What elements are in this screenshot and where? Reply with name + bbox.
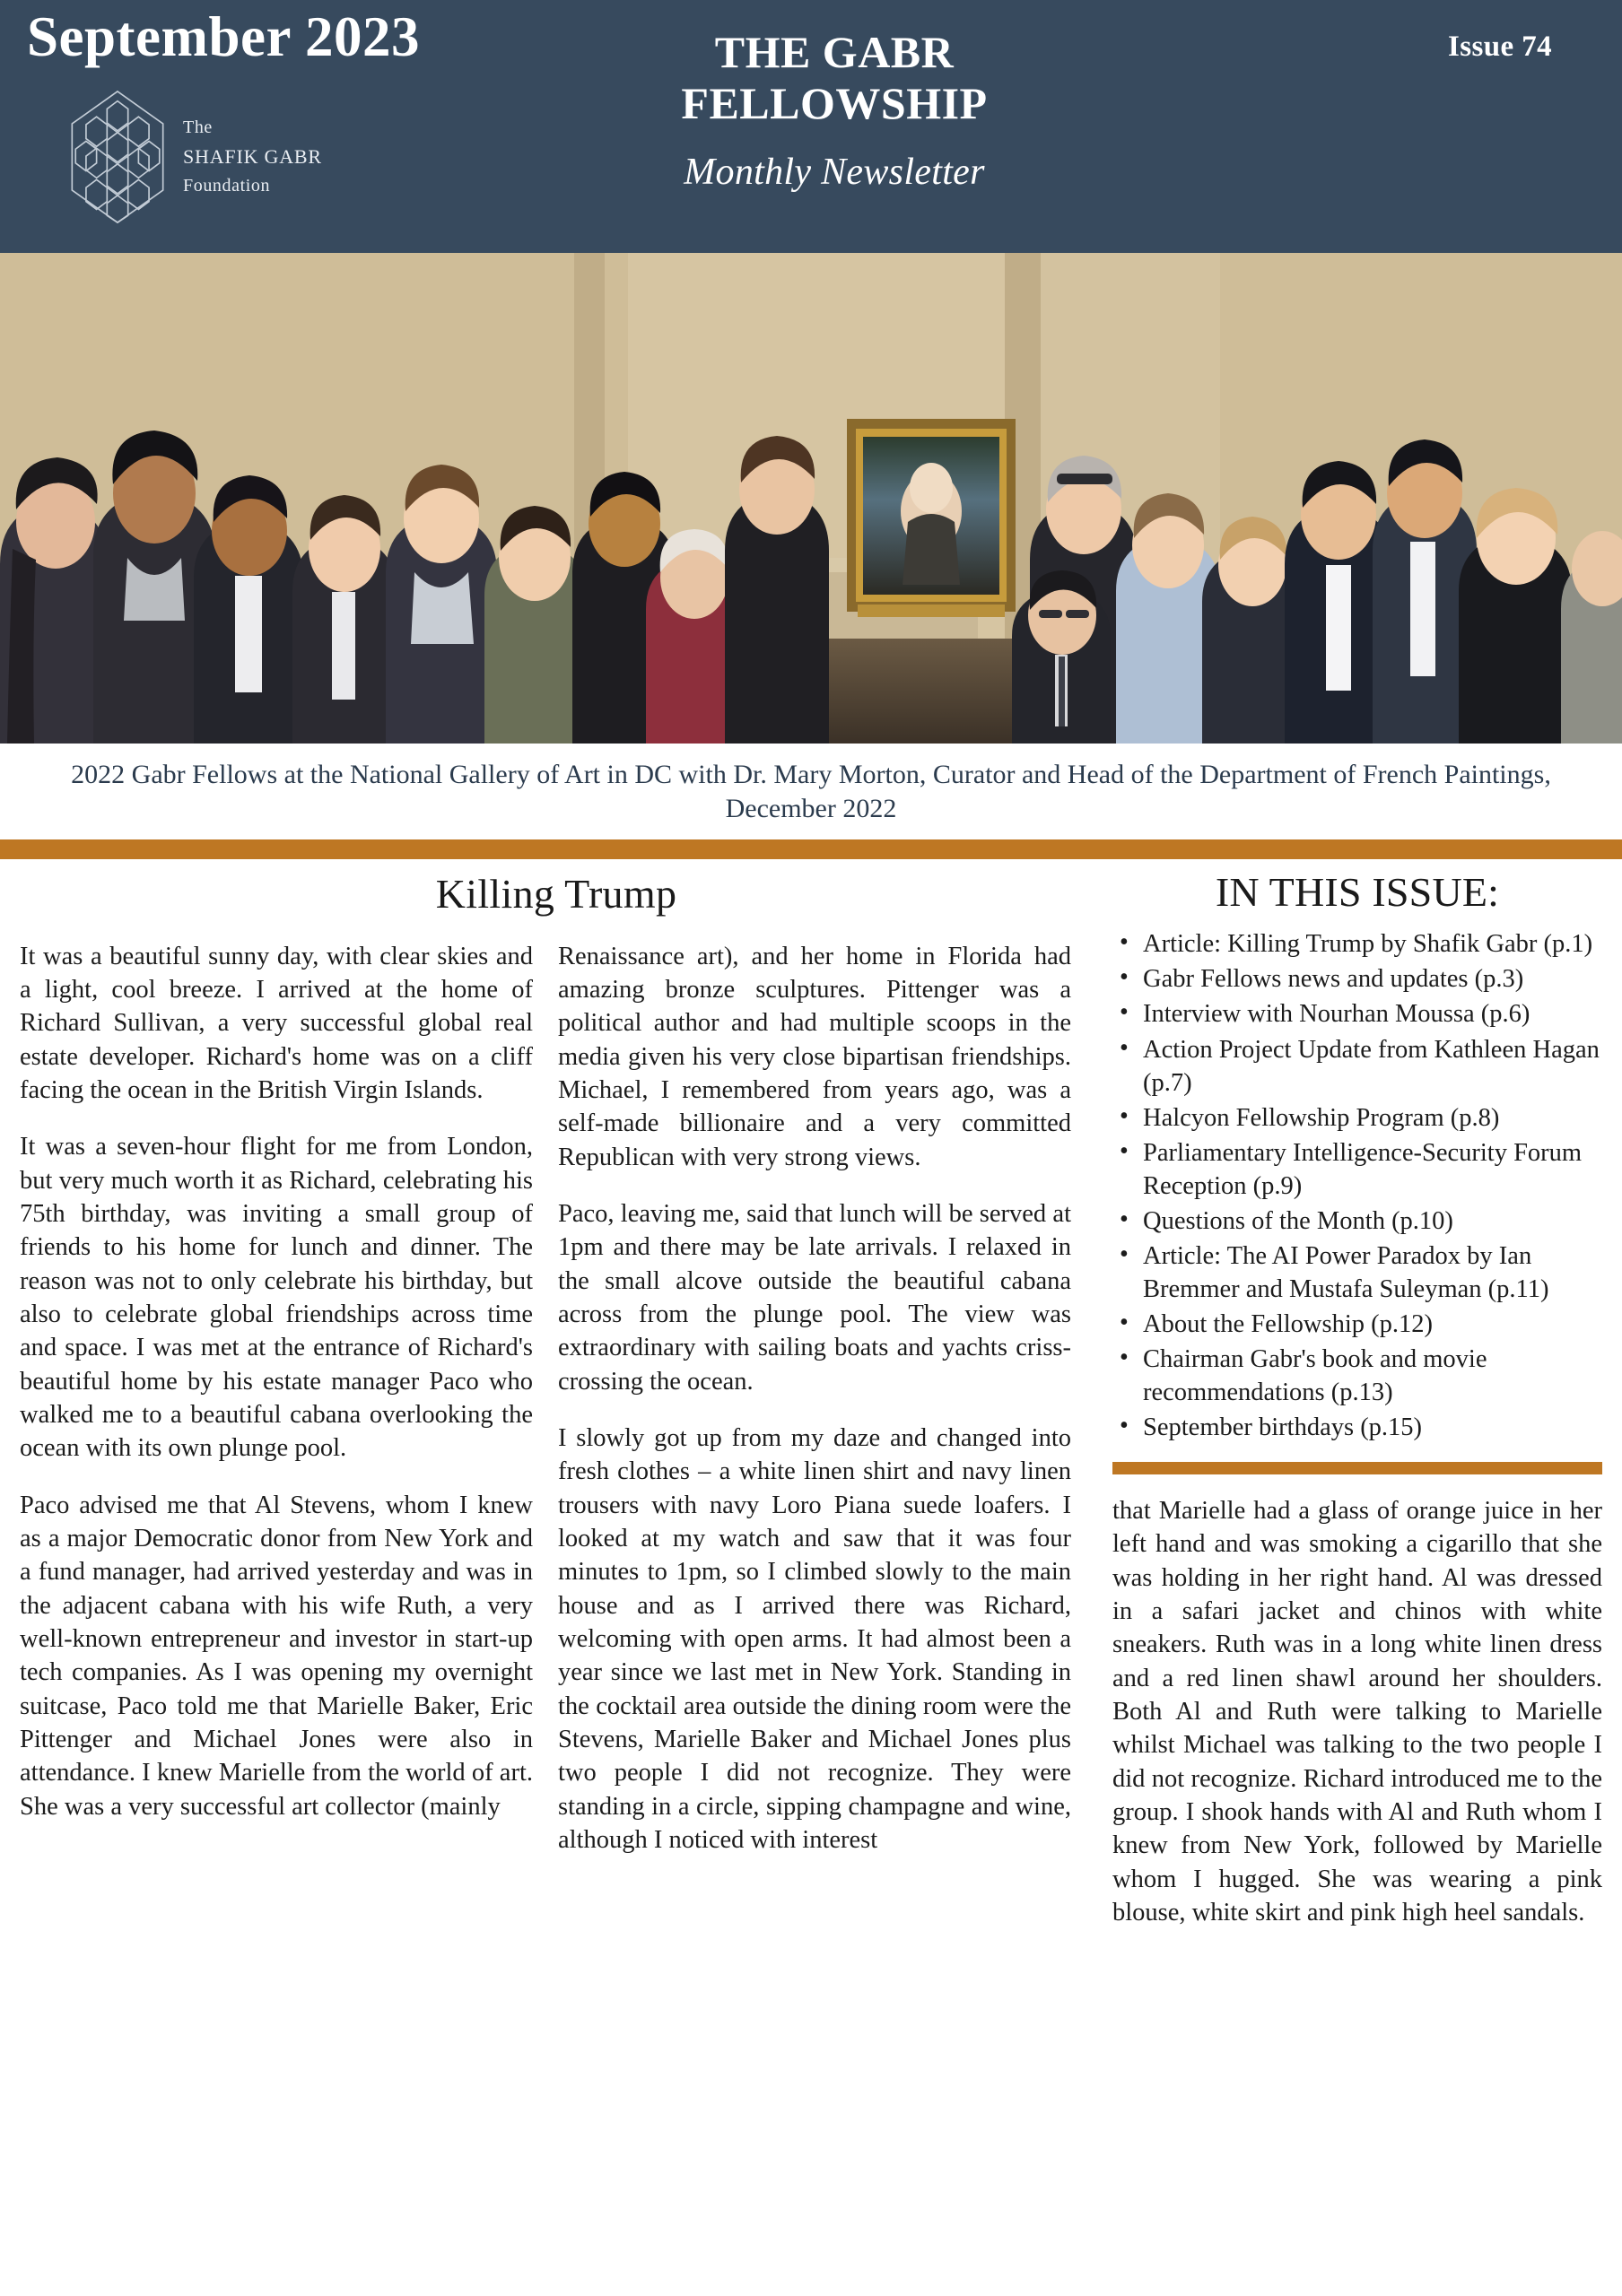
article-column-2 <box>558 870 1096 1930</box>
masthead-subtitle: Monthly Newsletter <box>684 152 985 193</box>
in-this-issue-list <box>1112 927 1602 1444</box>
article-paragraph: It was a beautiful sunny day, with clear skies and a light, cool breeze. I arrived at the home of Richard Sullivan, a very successful global real estate developer. Richard's home was on a cliff facing the ocean in the British Virgin Islands. <box>20 942 533 1105</box>
hexagon-lattice-logo-icon <box>65 89 170 225</box>
masthead-title-line1: THE GABR <box>714 27 955 77</box>
toc-item[interactable]: • September birthdays (p.15) <box>1112 1411 1602 1444</box>
issue-number: Issue 74 <box>1448 30 1552 63</box>
toc-item[interactable]: • Halcyon Fellowship Program (p.8) <box>1112 1101 1602 1135</box>
article-headline-row <box>20 870 1093 918</box>
logo-line-foundation: Foundation <box>183 176 271 196</box>
sidebar-column <box>1096 870 1602 1930</box>
logo-line-name: SHAFIK GABR <box>183 144 322 168</box>
foundation-logo <box>65 85 388 229</box>
article-column-1 <box>20 870 558 1930</box>
accent-divider-top <box>0 839 1622 859</box>
logo-line-the: The <box>183 117 213 137</box>
article-paragraph: Paco, leaving me, said that lunch will be served at 1pm and there may be late arrivals. I relaxed in the small alcove outside the beautiful cabana across from the plunge pool. The view was extraordinary with sailing boats and yachts criss-crossing the ocean. <box>558 1200 1071 1396</box>
toc-item[interactable]: • Chairman Gabr's book and movie recommendations (p.13) <box>1112 1343 1602 1409</box>
group-photo-illustration <box>0 253 1622 744</box>
article-paragraph: I slowly got up from my daze and changed into fresh clothes – a white linen shirt and navy linen trousers with navy Loro Piana suede loafers. I looked at my watch and saw that it was four minutes to 1pm, so I climbed slowly to the main house and as I arrived there was Richard, welcoming with open arms. It had almost been a year since we last met in New York. Standing in the cocktail area outside the dining room were the Stevens, Marielle Baker and Michael Jones plus two people I did not recognize. They were standing in a circle, sipping champagne and wine, although I noticed with interest <box>558 1424 1071 1854</box>
toc-item[interactable]: • Questions of the Month (p.10) <box>1112 1205 1602 1238</box>
accent-divider-sidebar <box>1112 1462 1602 1474</box>
article-paragraph: that Marielle had a glass of orange juice in her left hand and was smoking a cigarillo that she was holding in her right hand. Al was dressed in a safari jacket and chinos with white sneakers. Ruth was in a long white linen dress and a red linen shawl around her shoulders. Both Al and Ruth were talking to Marielle whilst Michael was talking to the two people I did not recognize. Richard introduced me to the group. I shook hands with Al and Ruth whom I knew from New York, followed by Marielle whom I hugged. She was wearing a pink blouse, white skirt and pink high heel sandals. <box>1112 1497 1602 1927</box>
photo-caption: 2022 Gabr Fellows at the National Gallery of Art in DC with Dr. Mary Morton, Curator and Head of the Department of French Paintings, December 2022 <box>0 744 1622 839</box>
toc-item[interactable]: • Action Project Update from Kathleen Hagan (p.7) <box>1112 1033 1602 1100</box>
article-paragraph: It was a seven-hour flight for me from London, but very much worth it as Richard, celebrating his 75th birthday, was inviting a small group of friends to his home for lunch and dinner. The reason was not to only celebrate his birthday, but also to celebrate global friendships across time and space. I was met at the entrance of Richard's beautiful home by his estate manager Paco who walked me to a beautiful cabana overlooking the ocean with its own plunge pool. <box>20 1133 533 1463</box>
masthead-title-line2: FELLOWSHIP <box>681 78 988 128</box>
article-paragraph: Paco advised me that Al Stevens, whom I knew as a major Democratic donor from New York and a fund manager, had arrived yesterday and was in the adjacent cabana with his wife Ruth, a very well-known entrepreneur and investor in start-up tech companies. As I was opening my overnight suitcase, Paco told me that Marielle Baker, Eric Pittenger and Michael Jones were also in attendance. I knew Marielle from the world of art. She was a very successful art collector (mainly <box>20 1491 533 1821</box>
toc-item[interactable]: • Article: Killing Trump by Shafik Gabr (p.1) <box>1112 927 1602 961</box>
in-this-issue-title: IN THIS ISSUE: <box>1215 868 1500 915</box>
foundation-logo-text <box>183 114 322 200</box>
masthead <box>0 0 1622 253</box>
main-content <box>0 859 1622 1930</box>
toc-item[interactable]: • About the Fellowship (p.12) <box>1112 1308 1602 1341</box>
hero-photo <box>0 253 1622 744</box>
article-headline: Killing Trump <box>435 870 677 917</box>
toc-item[interactable]: • Interview with Nourhan Moussa (p.6) <box>1112 997 1602 1031</box>
toc-item[interactable]: • Gabr Fellows news and updates (p.3) <box>1112 962 1602 996</box>
article-column-3 <box>1112 1494 1602 1929</box>
toc-item[interactable]: • Parliamentary Intelligence-Security Forum Reception (p.9) <box>1112 1136 1602 1203</box>
masthead-title-block <box>556 27 1112 194</box>
article-paragraph: Renaissance art), and her home in Florida had amazing bronze sculptures. Pittenger was a political author and had multiple scoops in the media given his very close bipartisan friendships. Michael, I remembered from years ago, was a self-made billionaire and a very committed Republican with very strong views. <box>558 942 1071 1171</box>
issue-date: September 2023 <box>27 5 421 68</box>
toc-item[interactable]: • Article: The AI Power Paradox by Ian Bremmer and Mustafa Suleyman (p.11) <box>1112 1239 1602 1306</box>
